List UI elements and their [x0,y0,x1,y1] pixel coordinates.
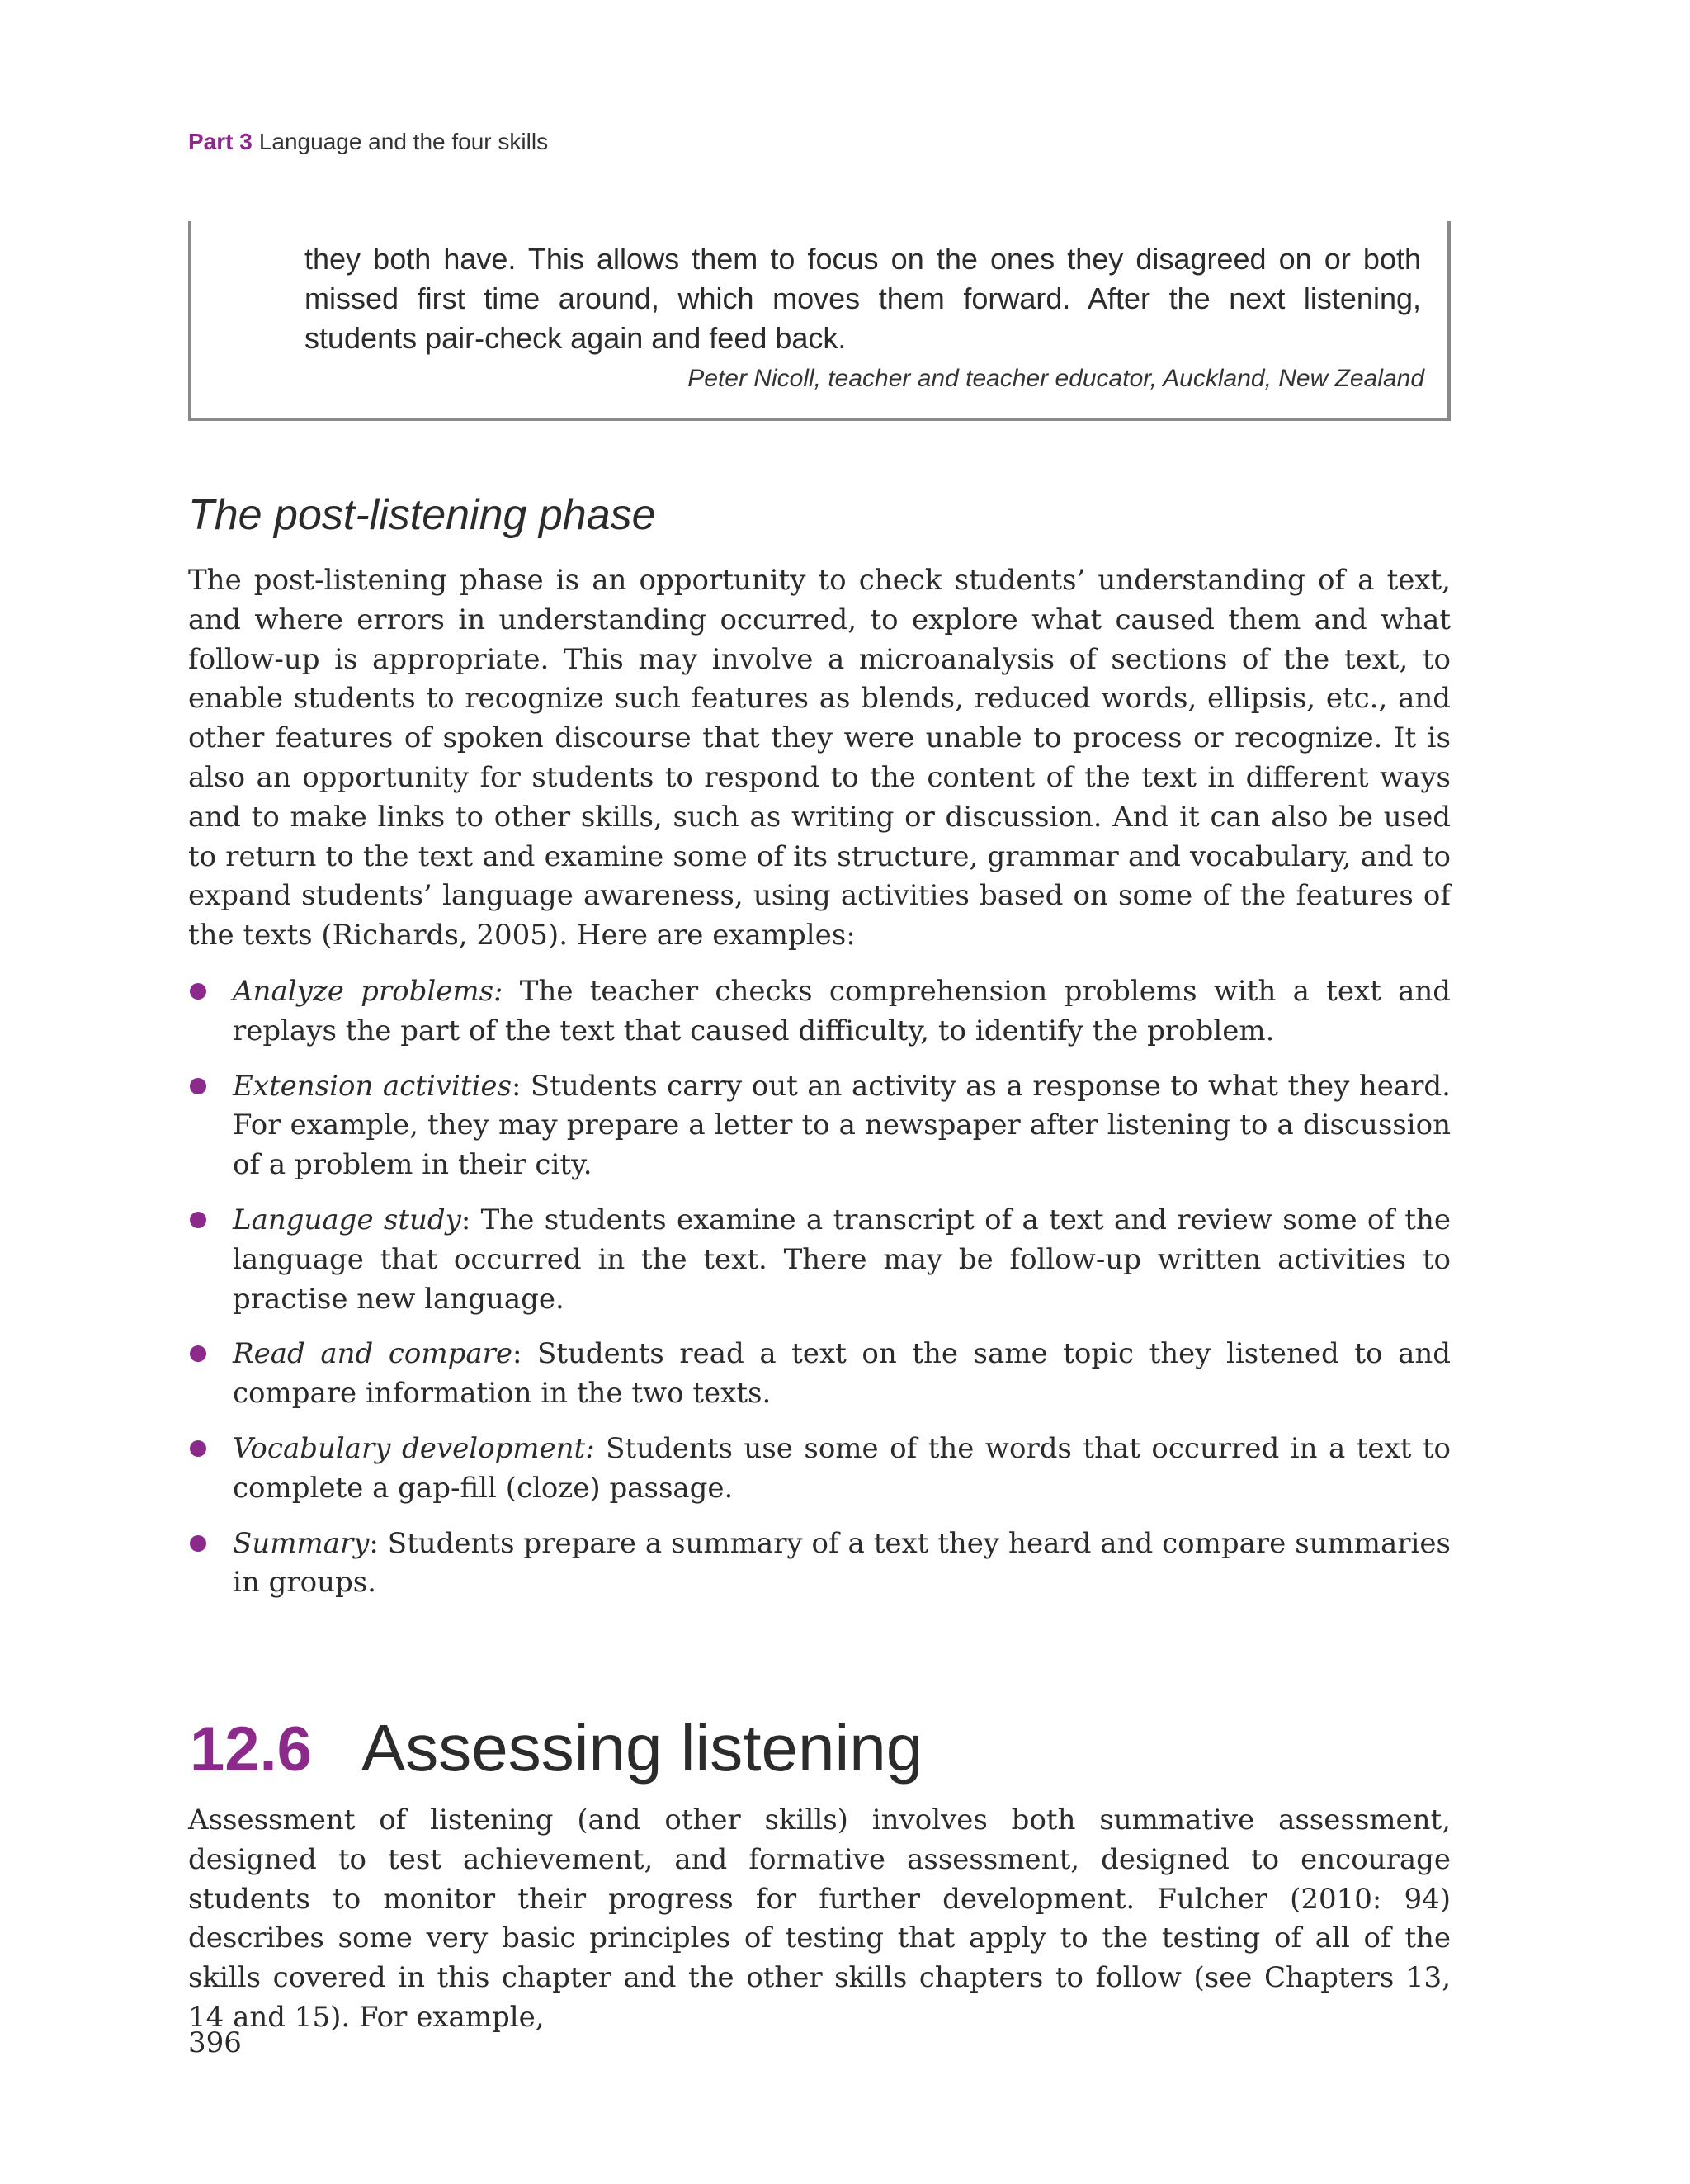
part-label: Part 3 [188,129,253,154]
bullet-text: : Students prepare a summary of a text they heard and compare summaries in groups. [233,1526,1451,1600]
examples-list [188,972,1451,1619]
list-item [188,1201,1451,1319]
bullet-icon [190,1212,206,1228]
quote-box [188,221,1451,421]
bullet-text: : Students carry out an activity as a response to what they heard. For example, they may prepare a letter to a newspaper after listening to a discussion of a problem in their city. [233,1069,1451,1182]
list-item [188,1335,1451,1414]
bullet-icon [190,983,206,1000]
bullet-term: Summary [233,1526,370,1560]
quote-text: they both have. This allows them to focus on the ones they disagreed on or both missed first time around, which moves them forward. After the next listening, students pair-check again and feed back. [304,242,1421,355]
section-paragraph: The post-listening phase is an opportunity to check students’ understanding of a text, and where errors in understanding occurred, to explore what caused them and what follow-up is appropriate. This may involve a microanalysis of sections of the text, to enable students to recognize such features as blends, reduced words, ellipsis, etc., and other features of spoken discourse that they were unable to process or recognize. It is also an opportunity for students to respond to the content of the text in different ways and to make links to other skills, such as writing or discussion. And it can also be used to return to the text and examine some of its structure, grammar and vocabulary, and to expand students’ language awareness, using activities based on some of the features of the texts (Richards, 2005). Here are examples: [188,564,1451,953]
chapter-section-heading [190,1710,923,1793]
bullet-text: Students use some of the words that occurred in a text to complete a gap-fill (cloze) passage. [233,1431,1452,1505]
bullet-text: The teacher checks comprehension problems with a text and replays the part of the text that caused difficulty, to identify the problem. [233,975,1452,1047]
bullet-icon [190,1078,206,1094]
quote-attribution: Peter Nicoll, teacher and teacher educator, Auckland, New Zealand [687,365,1424,392]
bullet-term: Vocabulary development: [233,1431,595,1465]
bullet-term: Extension activities [233,1069,512,1103]
bullet-icon [190,1440,206,1457]
part-title: Language and the four skills [258,129,549,154]
section-heading: The post-listening phase [188,491,656,539]
running-head [188,129,548,155]
bullet-text: : The students examine a transcript of a text and review some of the language that occurred in the text. There may be follow-up written activities to practise new language. [233,1203,1451,1316]
list-item [188,1430,1451,1509]
bullet-term: Analyze problems: [233,975,503,1008]
bullet-text: : Students read a text on the same topic they listened to and compare information in the two texts. [233,1337,1452,1411]
page-number: 396 [188,2026,242,2059]
section-title: Assessing listening [361,1711,923,1785]
bullet-icon [190,1345,206,1362]
bullet-term: Language study [233,1203,461,1236]
bullet-icon [190,1535,206,1552]
list-item [188,1525,1451,1604]
section-number: 12.6 [190,1714,312,1785]
list-item [188,1067,1451,1185]
list-item [188,972,1451,1052]
bullet-term: Read and compare [233,1337,512,1371]
chapter-section-paragraph: Assessment of listening (and other skills) involves both summative assessment, designed to test achievement, and formative assessment, designed to encourage students to monitor their progress for further development. Fulcher (2010: 94) describes some very basic principles of testing that apply to the testing of all of the skills covered in this chapter and the other skills chapters to follow (see Chapters 13, 14 and 15). For example, [188,1803,1451,2034]
